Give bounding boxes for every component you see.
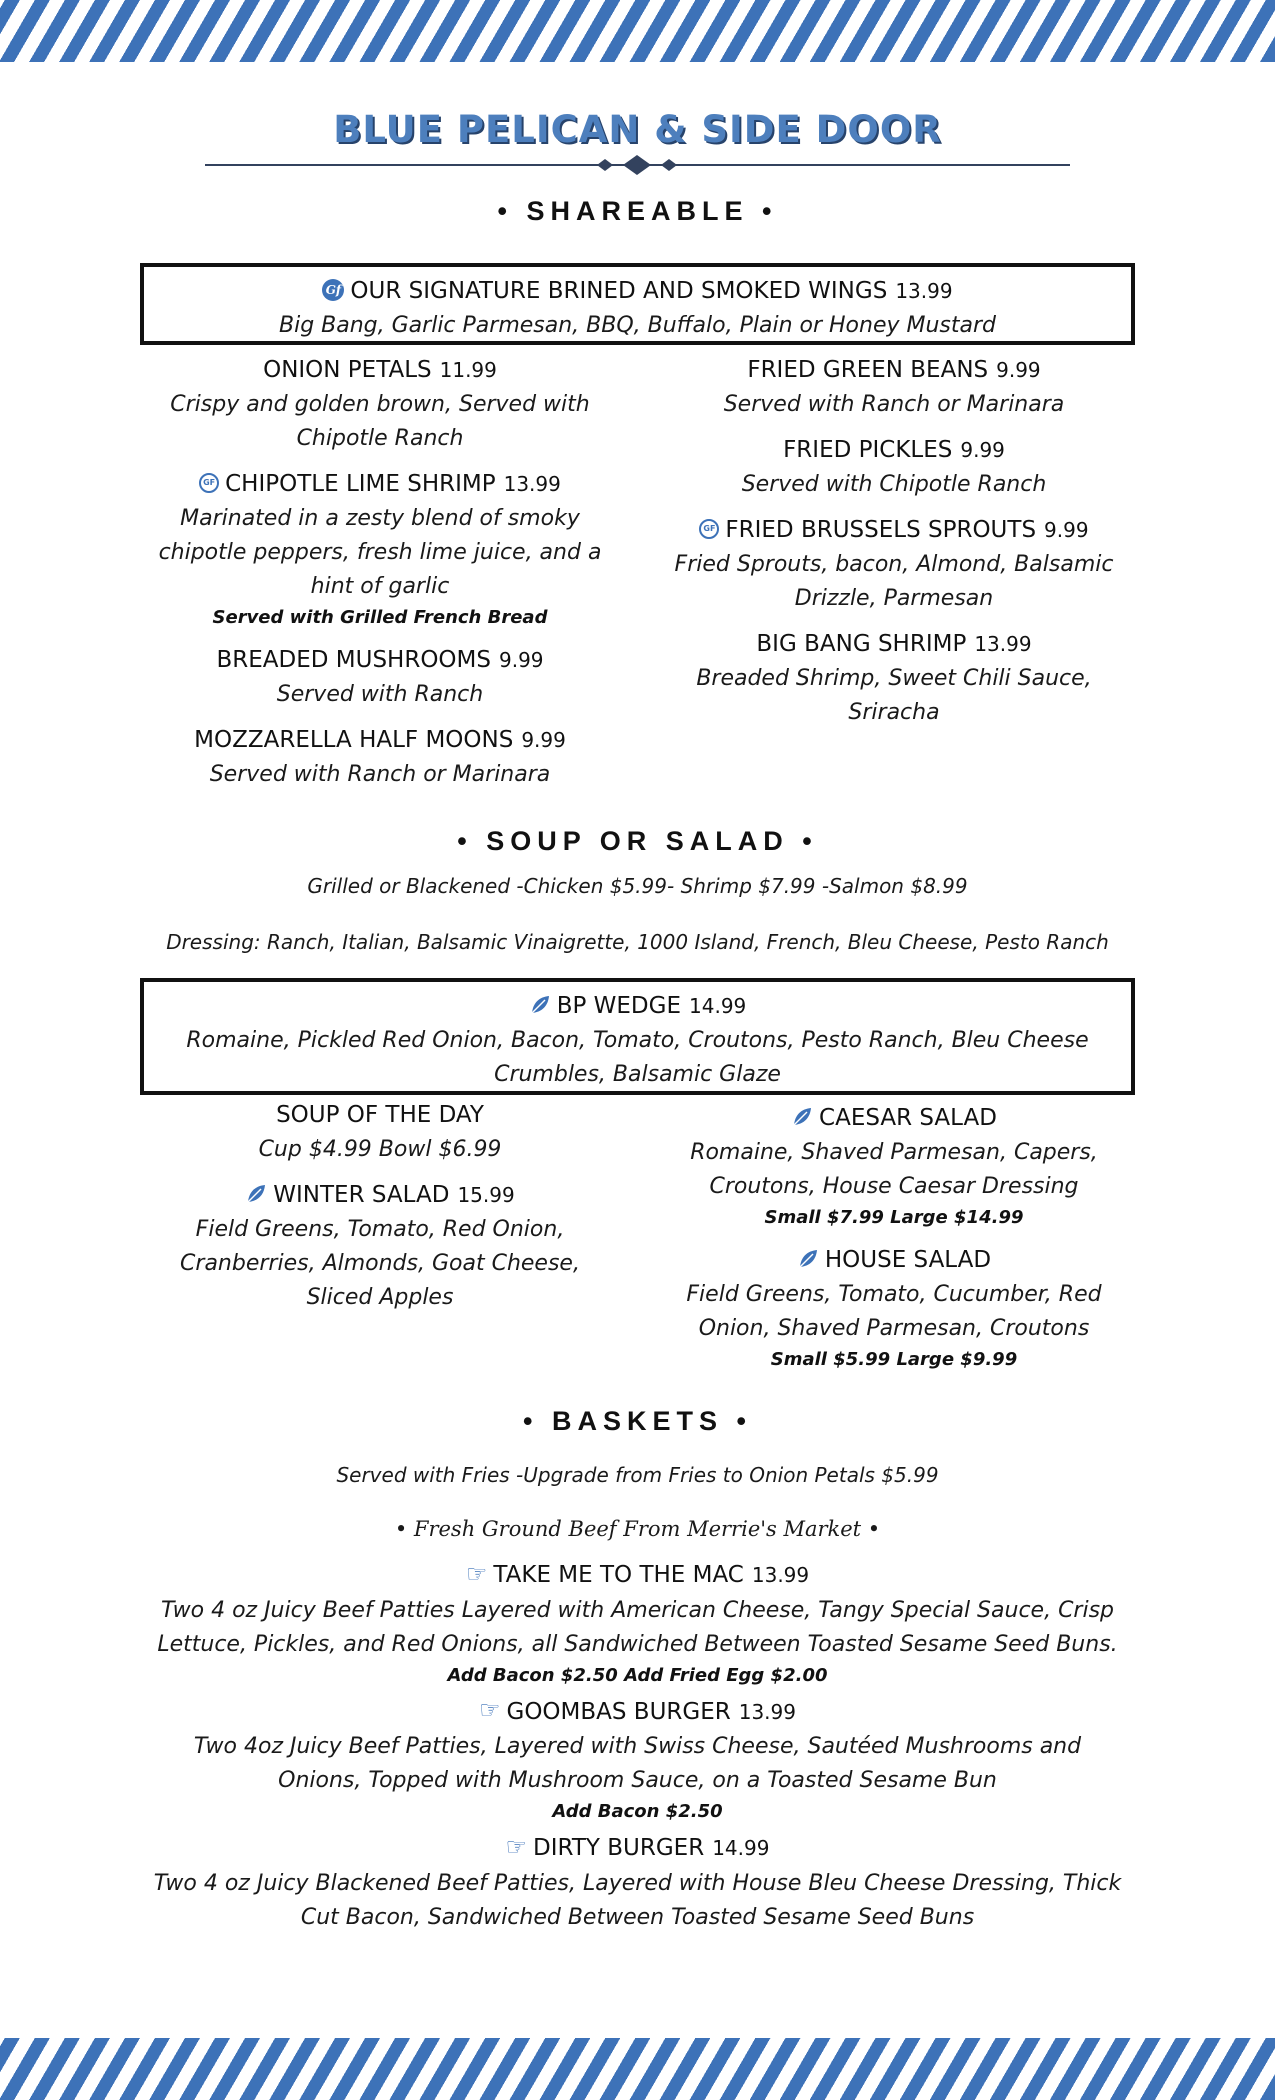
item-name: SOUP OF THE DAY — [276, 1102, 484, 1128]
item-description: Two 4 oz Juicy Beef Patties Layered with American Cheese, Tangy Special Sauce, Crisp Lettuce, Pickles, and Red Onions, all Sandwiched Between Toasted Sesame Seed Buns. — [157, 1597, 1118, 1657]
section-heading-soup-salad: • SOUP OR SALAD • — [457, 826, 818, 856]
section-heading-baskets: • BASKETS • — [523, 1406, 752, 1436]
menu-item — [150, 1177, 610, 1315]
menu-item — [150, 642, 610, 712]
pointing-hand-icon: ☞ — [478, 1696, 501, 1724]
item-description: Served with Ranch or Marinara — [723, 392, 1065, 417]
item-name: DIRTY BURGER — [533, 1835, 705, 1861]
item-description: Big Bang, Garlic Parmesan, BBQ, Buffalo, Plain or Honey Mustard — [279, 313, 996, 338]
leaf-icon — [797, 1248, 819, 1270]
gluten-free-icon: Gf — [322, 279, 344, 301]
item-description: Breaded Shrimp, Sweet Chili Sauce, Sriracha — [696, 666, 1092, 725]
menu-item — [663, 626, 1125, 730]
shareable-right-column — [663, 352, 1125, 740]
top-stripe-border — [0, 0, 1275, 62]
item-name: MOZZARELLA HALF MOONS — [194, 727, 514, 753]
leaf-icon — [529, 994, 551, 1016]
item-description: Marinated in a zesty blend of smoky chipotle peppers, fresh lime juice, and a hint of garlic — [158, 506, 602, 599]
menu-item — [150, 722, 610, 792]
item-price: 9.99 — [960, 438, 1005, 462]
bottom-stripe-border — [0, 2038, 1275, 2100]
item-name: HOUSE SALAD — [824, 1247, 992, 1273]
menu-item — [663, 512, 1125, 616]
item-name: TAKE ME TO THE MAC — [493, 1562, 744, 1588]
item-description: Served with Chipotle Ranch — [741, 472, 1047, 497]
dressing-options: Dressing: Ranch, Italian, Balsamic Vinaigrette, 1000 Island, French, Bleu Cheese, Pesto Ranch — [166, 930, 1109, 954]
menu-item — [140, 1830, 1135, 1935]
menu-item — [663, 352, 1125, 422]
item-name: FRIED BRUSSELS SPROUTS — [725, 517, 1037, 543]
item-name: GOOMBAS BURGER — [506, 1698, 731, 1725]
gluten-free-icon: GF — [699, 519, 719, 539]
item-name: CHIPOTLE LIME SHRIMP — [225, 471, 496, 497]
baskets-list — [140, 1557, 1135, 1945]
menu-item — [663, 432, 1125, 502]
menu-item — [140, 1694, 1135, 1827]
item-description: Served with Ranch — [276, 682, 484, 707]
item-description: Two 4oz Juicy Beef Patties, Layered with Swiss Cheese, Sautéed Mushrooms and Onions, Topped with Mushroom Sauce, on a Toasted Sesame Bun — [193, 1734, 1082, 1793]
item-name: CAESAR SALAD — [819, 1105, 997, 1131]
item-price: 11.99 — [439, 358, 497, 382]
item-name: BP WEDGE — [556, 993, 682, 1019]
item-name: FRIED PICKLES — [783, 437, 953, 463]
item-note: Small $5.99 Large $9.99 — [770, 1349, 1018, 1370]
item-description: Cup $4.99 Bowl $6.99 — [258, 1137, 502, 1162]
menu-item — [150, 352, 610, 456]
item-description: Served with Ranch or Marinara — [209, 762, 551, 787]
item-name: ONION PETALS — [263, 357, 432, 383]
menu-item — [140, 1557, 1135, 1690]
item-name: FRIED GREEN BEANS — [747, 357, 989, 383]
diamond-ornament-icon — [597, 154, 677, 176]
baskets-served-with: Served with Fries -Upgrade from Fries to Onion Petals $5.99 — [336, 1463, 939, 1487]
item-name: BREADED MUSHROOMS — [216, 647, 491, 673]
item-price: 14.99 — [689, 994, 747, 1018]
item-price: 9.99 — [521, 728, 566, 752]
menu-title: BLUE PELICAN & SIDE DOOR — [333, 108, 942, 151]
item-note: Served with Grilled French Bread — [212, 607, 548, 628]
item-price: 13.99 — [751, 1563, 810, 1587]
item-note: Add Bacon $2.50 Add Fried Egg $2.00 — [447, 1664, 828, 1686]
gluten-free-icon: GF — [199, 473, 219, 493]
item-description: Romaine, Pickled Red Onion, Bacon, Tomato, Croutons, Pesto Ranch, Bleu Cheese Crumbles, Balsamic Glaze — [186, 1028, 1089, 1087]
item-description: Fried Sprouts, bacon, Almond, Balsamic Drizzle, Parmesan — [674, 552, 1114, 611]
protein-addons: Grilled or Blackened -Chicken $5.99- Shrimp $7.99 -Salmon $8.99 — [307, 874, 968, 898]
item-note: Add Bacon $2.50 — [552, 1801, 723, 1822]
item-price: 9.99 — [498, 648, 544, 672]
item-description: Field Greens, Tomato, Red Onion, Cranberries, Almonds, Goat Cheese, Sliced Apples — [180, 1217, 580, 1310]
item-name: BIG BANG SHRIMP — [756, 631, 967, 657]
item-price: 15.99 — [457, 1183, 515, 1207]
salad-right-column — [663, 1100, 1125, 1384]
pointing-hand-icon: ☞ — [505, 1832, 528, 1861]
section-heading-shareable: • SHAREABLE • — [497, 196, 778, 226]
featured-item-wings — [140, 263, 1135, 345]
menu-item — [663, 1100, 1125, 1232]
item-description: Two 4 oz Juicy Blackened Beef Patties, Layered with House Bleu Cheese Dressing, Thick Cut Bacon, Sandwiched Between Toasted Sesame Seed Buns — [153, 1870, 1122, 1930]
item-price: 14.99 — [712, 1836, 770, 1860]
item-name: OUR SIGNATURE BRINED AND SMOKED WINGS — [350, 278, 888, 304]
item-description: Romaine, Shaved Parmesan, Capers, Croutons, House Caesar Dressing — [690, 1140, 1098, 1199]
salad-left-column — [150, 1097, 610, 1325]
menu-item — [150, 466, 610, 632]
menu-item — [663, 1242, 1125, 1374]
item-note: Small $7.99 Large $14.99 — [764, 1207, 1024, 1228]
leaf-icon — [791, 1106, 813, 1128]
item-price: 13.99 — [974, 632, 1032, 656]
item-description: Field Greens, Tomato, Cucumber, Red Onion, Shaved Parmesan, Croutons — [686, 1282, 1102, 1341]
featured-item-wedge — [140, 978, 1135, 1095]
pointing-hand-icon: ☞ — [465, 1559, 488, 1588]
item-price: 9.99 — [1044, 518, 1089, 542]
item-price: 13.99 — [895, 279, 953, 303]
fresh-beef-note: • Fresh Ground Beef From Merrie's Market • — [394, 1517, 881, 1541]
item-price: 9.99 — [996, 358, 1041, 382]
shareable-left-column — [150, 352, 610, 802]
item-description: Crispy and golden brown, Served with Chipotle Ranch — [170, 392, 590, 451]
leaf-icon — [245, 1183, 267, 1205]
item-price: 13.99 — [503, 472, 561, 496]
item-price: 13.99 — [738, 1699, 796, 1724]
menu-item — [150, 1097, 610, 1167]
item-name: WINTER SALAD — [273, 1182, 450, 1208]
